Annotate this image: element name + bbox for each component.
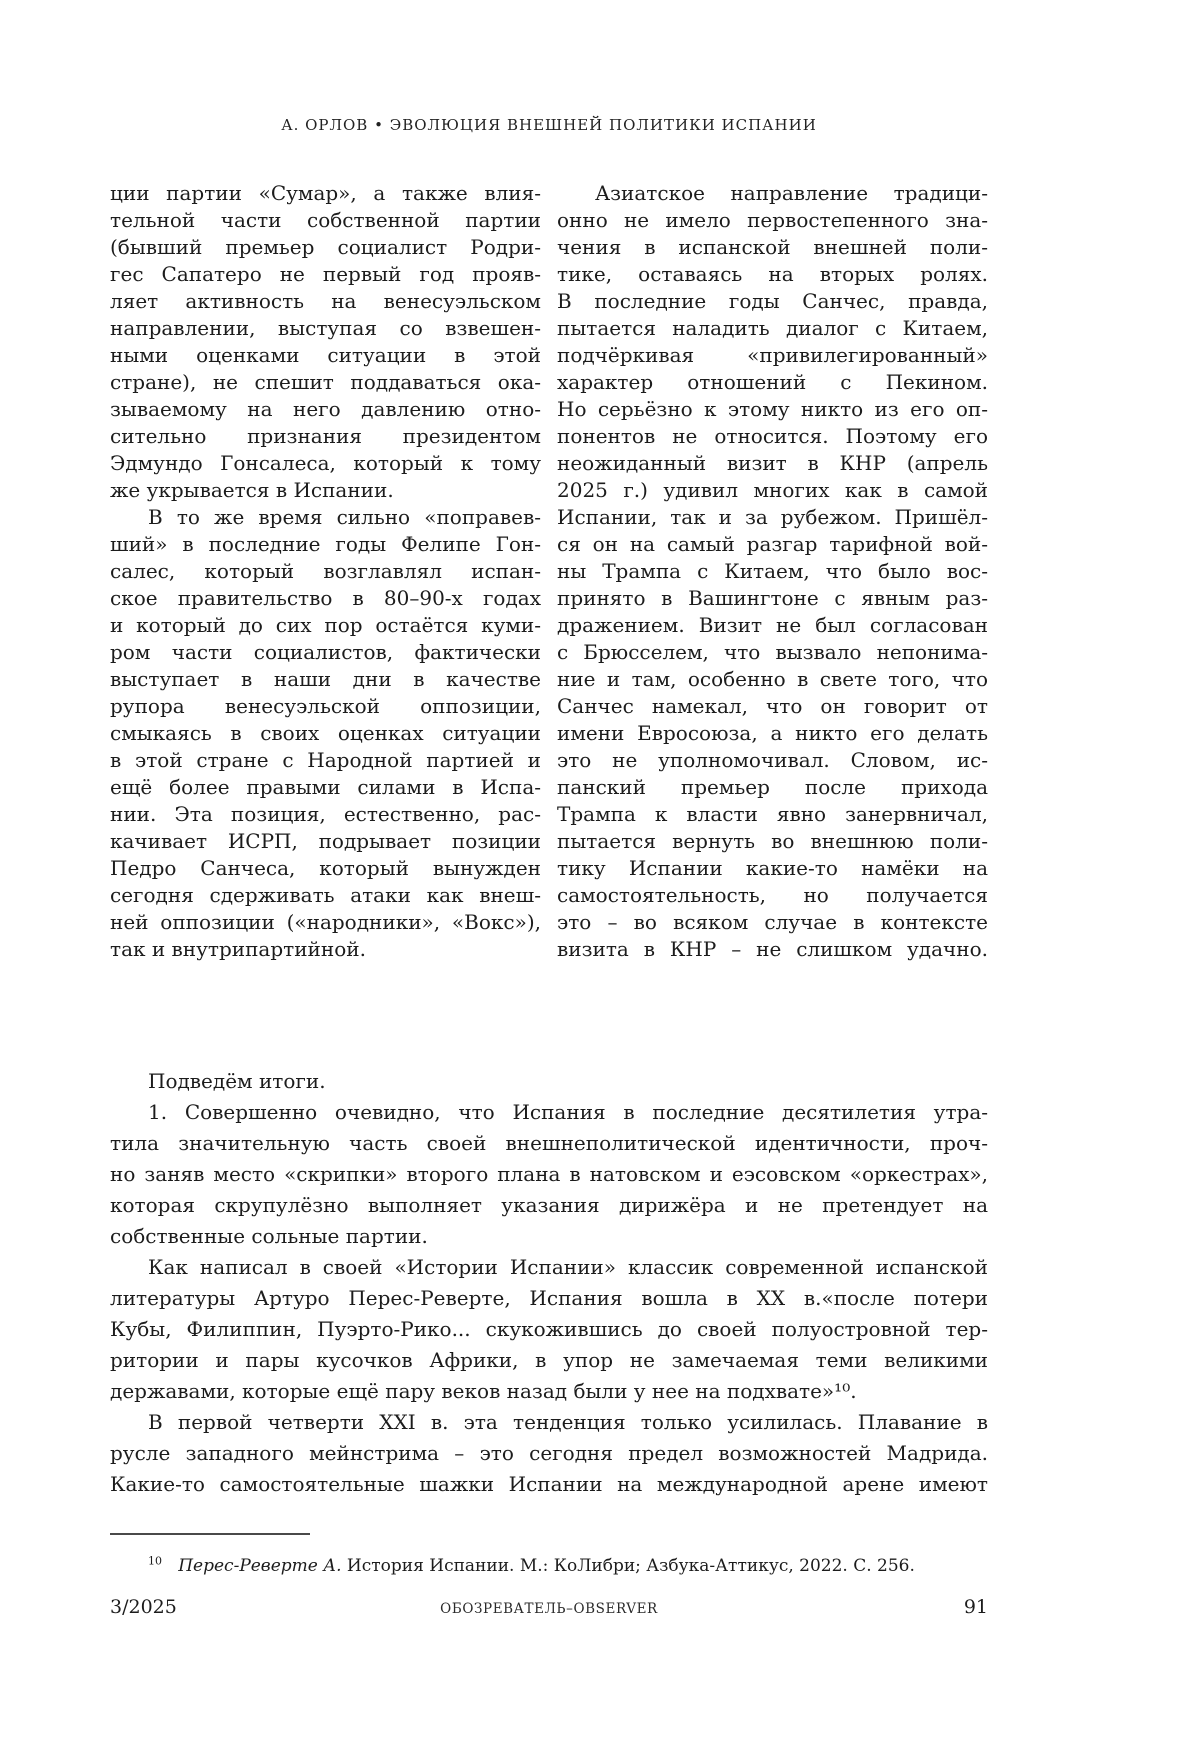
text-line: Какие-то самостоятельные шажки Испании на международной арене имеют bbox=[110, 1472, 988, 1496]
text-line: же укрывается в Испании. bbox=[110, 478, 394, 502]
text-line: В первой четверти XXI в. эта тенденция только усилилась. Плавание в bbox=[148, 1410, 988, 1434]
text-line: тике, оставаясь на вторых ролях. bbox=[557, 262, 988, 286]
text-line: выступает в наши дни в качестве bbox=[110, 667, 541, 691]
text-line: В последние годы Санчес, правда, bbox=[557, 289, 988, 313]
text-line: смыкаясь в своих оценках ситуации bbox=[110, 721, 541, 745]
text-line: 2025 г.) удивил многих как в самой bbox=[557, 478, 988, 502]
footnote-separator bbox=[110, 1533, 310, 1535]
text-line: литературы Артуро Перес-Реверте, Испания вошла в XX в.«после потери bbox=[110, 1286, 988, 1310]
column-left bbox=[110, 180, 541, 963]
text-line: неожиданный визит в КНР (апрель bbox=[557, 451, 988, 475]
paragraph bbox=[110, 1066, 988, 1097]
text-line: ся он на самый разгар тарифной вой- bbox=[557, 532, 988, 556]
text-line: ром части социалистов, фактически bbox=[110, 640, 541, 664]
text-line: ние и там, особенно в свете того, что bbox=[557, 667, 988, 691]
running-header: А. ОРЛОВ • ЭВОЛЮЦИЯ ВНЕШНЕЙ ПОЛИТИКИ ИСПАНИИ bbox=[281, 116, 817, 134]
text-line: тельной части собственной партии bbox=[110, 208, 541, 232]
text-line: принято в Вашингтоне с явным раз- bbox=[557, 586, 988, 610]
text-line: с Брюсселем, что вызвало непонима- bbox=[557, 640, 988, 664]
text-line: пытается наладить диалог с Китаем, bbox=[557, 316, 988, 340]
paragraph bbox=[110, 1097, 988, 1252]
text-line: стране), не спешит поддаваться ока- bbox=[110, 370, 541, 394]
text-line: собственные сольные партии. bbox=[110, 1224, 428, 1248]
text-line: Испании, так и за рубежом. Пришёл- bbox=[557, 505, 988, 529]
text-line: (бывший премьер социалист Родри- bbox=[110, 235, 541, 259]
text-line: которая скрупулёзно выполняет указания дирижёра и не претендует на bbox=[110, 1193, 988, 1217]
text-line: Эдмундо Гонсалеса, который к тому bbox=[110, 451, 541, 475]
text-line: панский премьер после прихода bbox=[557, 775, 988, 799]
text-line: рупора венесуэльской оппозиции, bbox=[110, 694, 541, 718]
text-line: чения в испанской внешней поли- bbox=[557, 235, 988, 259]
paragraph bbox=[110, 180, 541, 504]
text-line: ший» в последние годы Фелипе Гон- bbox=[110, 532, 541, 556]
text-line: зываемому на него давлению отно- bbox=[110, 397, 541, 421]
two-column-text bbox=[110, 180, 988, 963]
text-line: тила значительную часть своей внешнеполитической идентичности, проч- bbox=[110, 1131, 988, 1155]
text-line: Трампа к власти явно занервничал, bbox=[557, 802, 988, 826]
text-line: дражением. Визит не был согласован bbox=[557, 613, 988, 637]
text-line: В то же время сильно «поправев- bbox=[148, 505, 541, 529]
text-line: качивает ИСРП, подрывает позиции bbox=[110, 829, 541, 853]
text-line: характер отношений с Пекином. bbox=[557, 370, 988, 394]
text-line: имени Евросоюза, а никто его делать bbox=[557, 721, 988, 745]
page-footer bbox=[110, 1596, 988, 1618]
text-line: сегодня сдерживать атаки как внеш- bbox=[110, 883, 541, 907]
text-line: в этой стране с Народной партией и bbox=[110, 748, 541, 772]
text-line: нии. Эта позиция, естественно, рас- bbox=[110, 802, 541, 826]
text-line: ными оценками ситуации в этой bbox=[110, 343, 541, 367]
text-line: Подведём итоги. bbox=[148, 1069, 326, 1093]
text-line: ны Трампа с Китаем, что было вос- bbox=[557, 559, 988, 583]
text-line: ритории и пары кусочков Африки, в упор не замечаемая теми великими bbox=[110, 1348, 988, 1372]
text-line: направлении, выступая со взвешен- bbox=[110, 316, 541, 340]
text-line: ещё более правыми силами в Испа- bbox=[110, 775, 541, 799]
text-line: подчёркивая «привилегированный» bbox=[557, 343, 988, 367]
text-line: Санчес намекал, что он говорит от bbox=[557, 694, 988, 718]
text-line: русле западного мейнстрима – это сегодня предел возможностей Мадрида. bbox=[110, 1441, 988, 1465]
text-line: салес, который возглавлял испан- bbox=[110, 559, 541, 583]
text-line: но заняв место «скрипки» второго плана в натовском и еэсовском «оркестрах», bbox=[110, 1162, 988, 1186]
text-line: пытается вернуть во внешнюю поли- bbox=[557, 829, 988, 853]
footer-journal-name: ОБОЗРЕВАТЕЛЬ–OBSERVER bbox=[440, 1601, 658, 1617]
text-line: ляет активность на венесуэльском bbox=[110, 289, 541, 313]
text-line: Кубы, Филиппин, Пуэрто-Рико... скукожившись до своей полуостровной тер- bbox=[110, 1317, 988, 1341]
text-line: гес Сапатеро не первый год прояв- bbox=[110, 262, 541, 286]
text-line: тику Испании какие-то намёки на bbox=[557, 856, 988, 880]
text-line: это не уполномочивал. Словом, ис- bbox=[557, 748, 988, 772]
paragraph bbox=[557, 180, 988, 963]
text-line: Но серьёзно к этому никто из его оп- bbox=[557, 397, 988, 421]
text-line: 1. Совершенно очевидно, что Испания в последние десятилетия утра- bbox=[148, 1100, 988, 1124]
text-line: Азиатское направление традици- bbox=[595, 181, 988, 205]
text-line: ское правительство в 80–90-х годах bbox=[110, 586, 541, 610]
text-line: понентов не относится. Поэтому его bbox=[557, 424, 988, 448]
text-line: Педро Санчеса, который вынужден bbox=[110, 856, 541, 880]
text-line: так и внутрипартийной. bbox=[110, 937, 366, 961]
paragraph bbox=[110, 1252, 988, 1407]
paragraph bbox=[110, 1407, 988, 1500]
text-line: ции партии «Сумар», а также влия- bbox=[110, 181, 541, 205]
text-line: онно не имело первостепенного зна- bbox=[557, 208, 988, 232]
text-line: и который до сих пор остаётся куми- bbox=[110, 613, 541, 637]
text-line: самостоятельность, но получается bbox=[557, 883, 988, 907]
column-right bbox=[557, 180, 988, 963]
text-line: ней оппозиции («народники», «Вокс»), bbox=[110, 910, 541, 934]
footer-issue: 3/2025 bbox=[110, 1596, 177, 1618]
conclusions-section bbox=[110, 1066, 988, 1500]
text-line: державами, которые ещё пару веков назад были у нее на подхвате»¹⁰. bbox=[110, 1379, 857, 1403]
footnote-text: История Испании. М.: КоЛибри; Азбука-Аттикус, 2022. С. 256. bbox=[341, 1556, 915, 1576]
text-line: Как написал в своей «Истории Испании» классик современной испанской bbox=[148, 1255, 988, 1279]
footnote-marker: 10 bbox=[148, 1554, 162, 1568]
text-line: сительно признания президентом bbox=[110, 424, 541, 448]
text-line: визита в КНР – не слишком удачно. bbox=[557, 937, 988, 961]
text-line: это – во всяком случае в контексте bbox=[557, 910, 988, 934]
footer-page-number: 91 bbox=[963, 1596, 988, 1618]
paragraph bbox=[110, 504, 541, 963]
footnote bbox=[148, 1554, 968, 1578]
footnote-author: Перес-Реверте А. bbox=[178, 1556, 342, 1576]
